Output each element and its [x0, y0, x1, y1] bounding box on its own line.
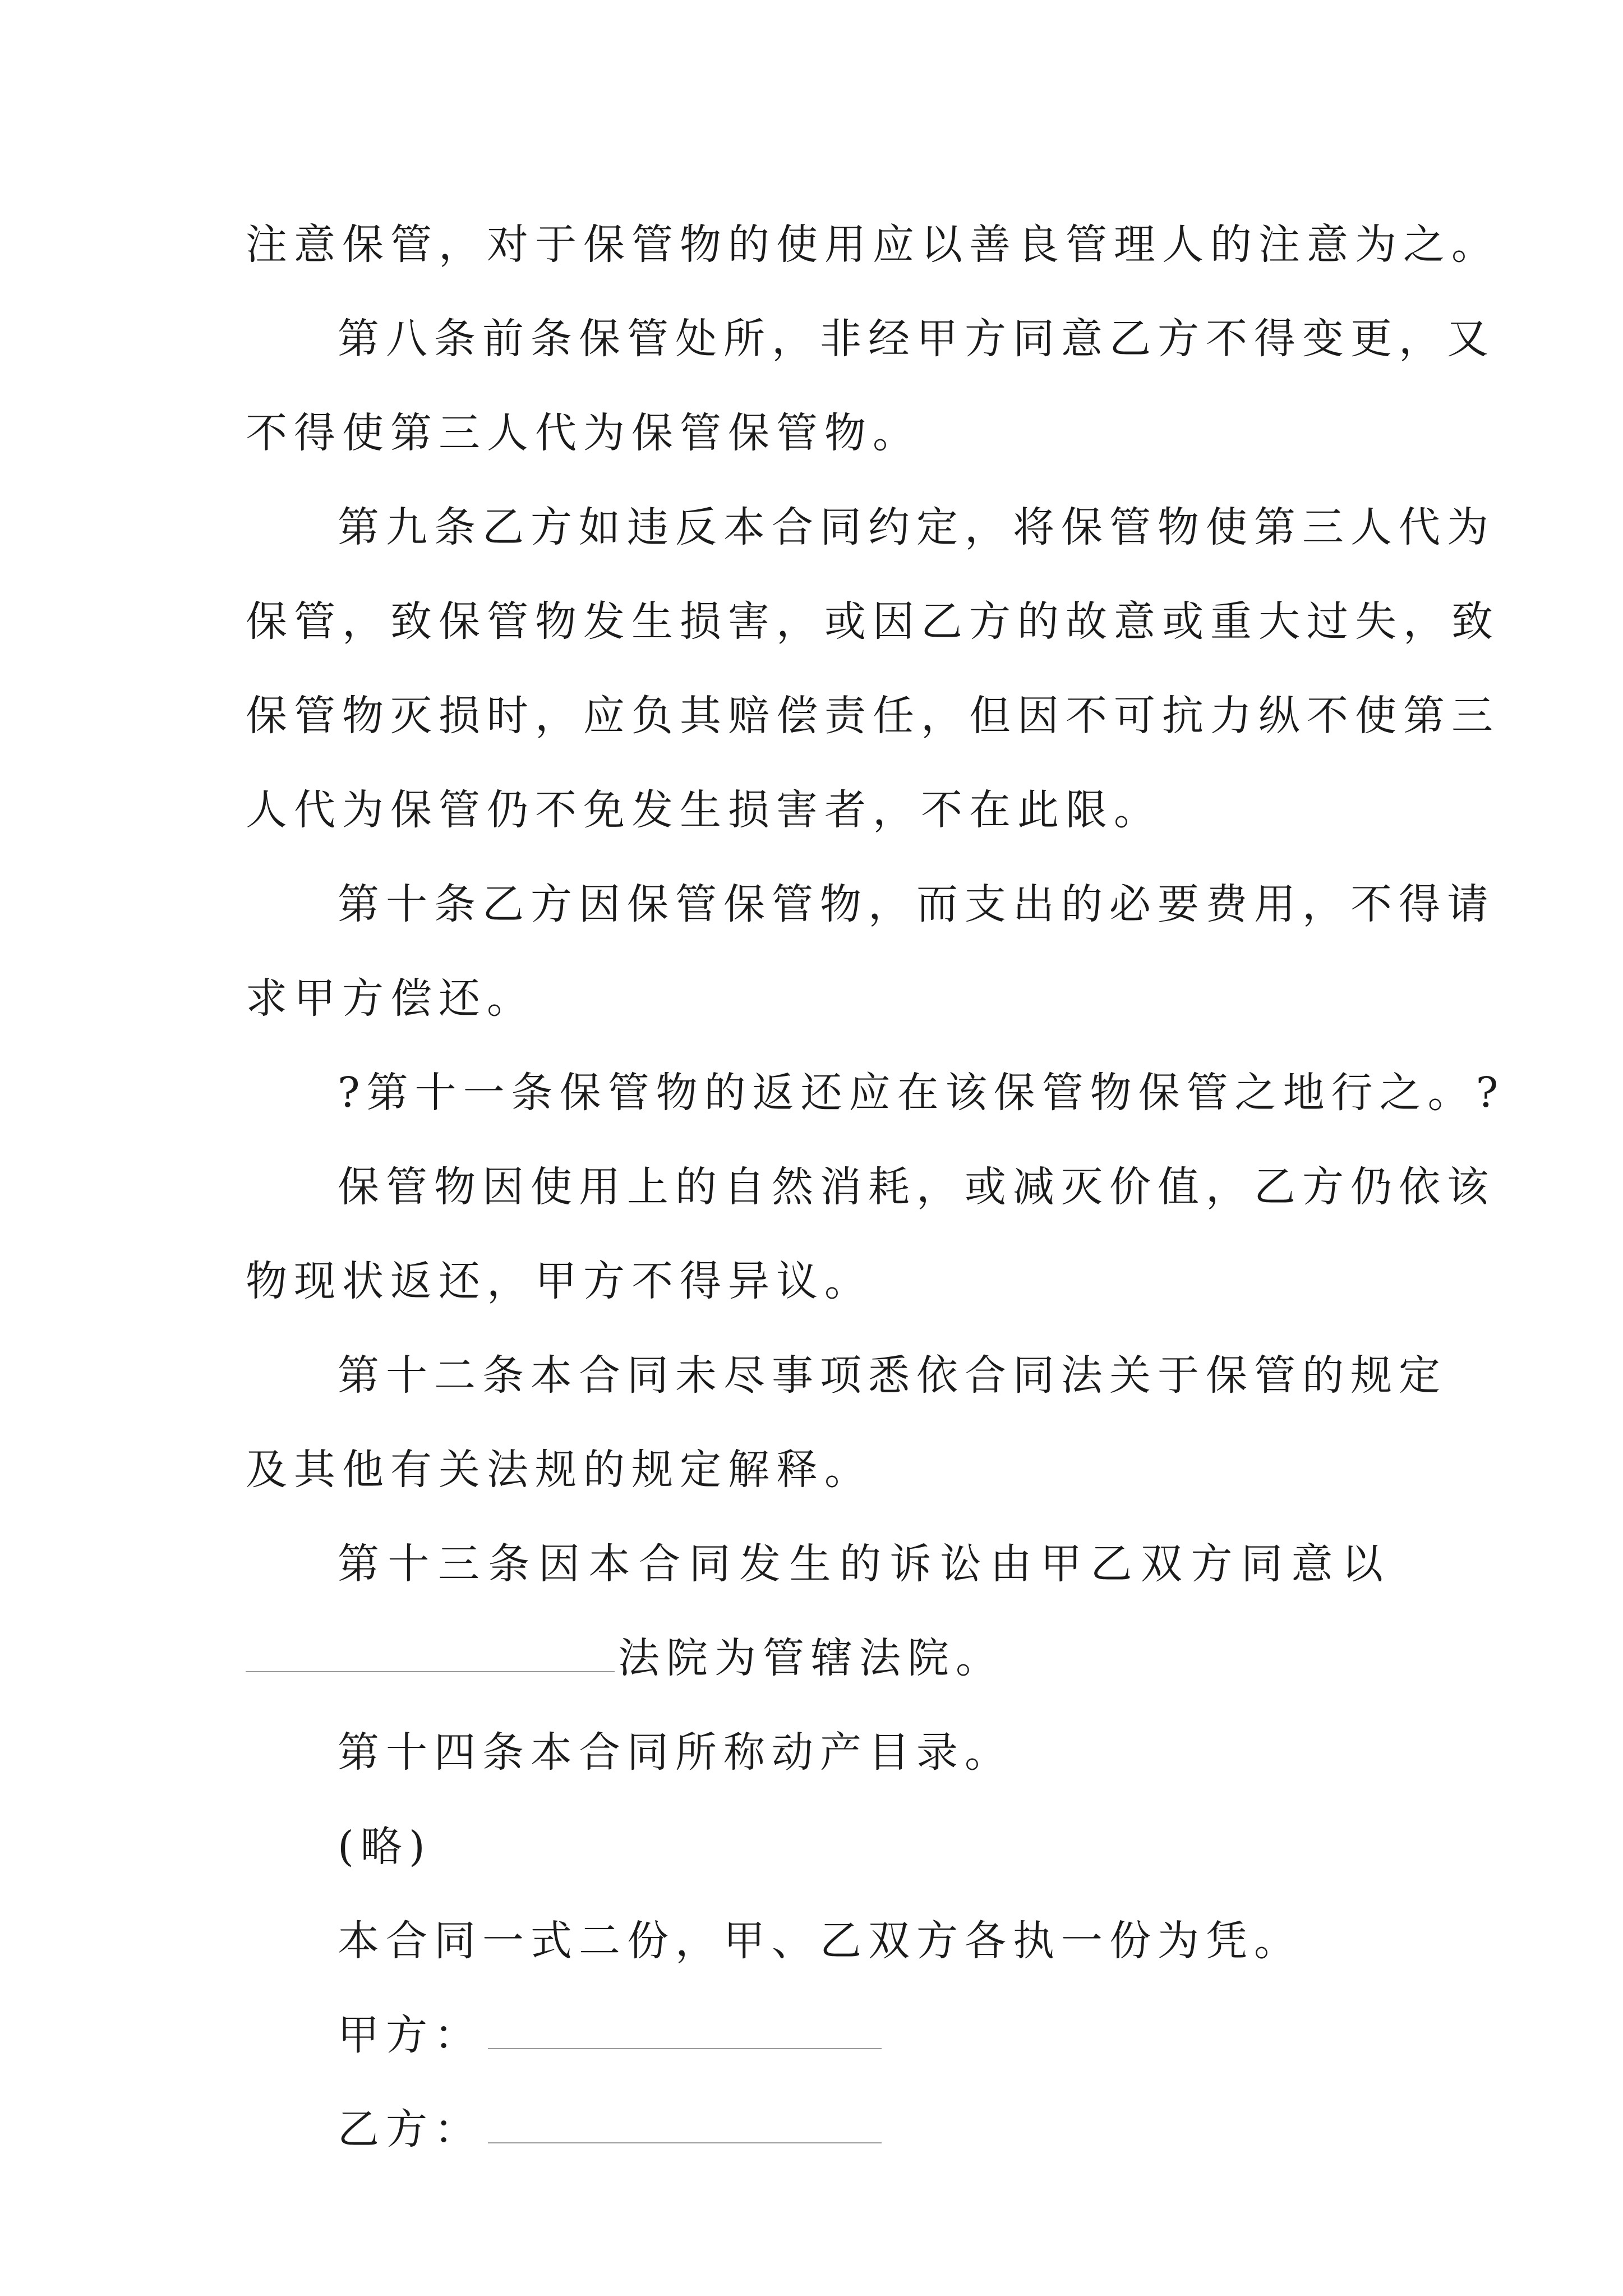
paragraph-line: 及其他有关法规的规定解释。	[246, 1446, 873, 1494]
party-b-label: 乙方：	[338, 2105, 482, 2154]
party-b-signature-line	[246, 2082, 1390, 2177]
contract-body	[246, 197, 1505, 2177]
paragraph-line: 求甲方偿还。	[246, 974, 535, 1023]
article-11-line: ?第十一条保管物的返还应在该保管物保管之地行之。?	[338, 1069, 1505, 1117]
party-a-blank	[488, 1995, 882, 2049]
article-8-line: 第八条前条保管处所，非经甲方同意乙方不得变更，又	[338, 315, 1495, 363]
court-name-blank	[246, 1618, 615, 1672]
paragraph-line: 不得使第三人代为保管保管物。	[246, 409, 921, 457]
article-9-line: 第九条乙方如违反本合同约定，将保管物使第三人代为	[338, 503, 1495, 551]
paragraph-line: 注意保管，对于保管物的使用应以善良管理人的注意为之。	[246, 220, 1500, 269]
article-13-line: 第十三条因本合同发生的诉讼由甲乙双方同意以	[338, 1540, 1390, 1588]
article-12-line: 第十二条本合同未尽事项悉依合同法关于保管的规定	[338, 1351, 1447, 1400]
paragraph-line: 保管物因使用上的自然消耗，或减灭价值，乙方仍依该	[338, 1163, 1495, 1211]
paragraph-line: 人代为保管仍不免发生损害者，不在此限。	[246, 786, 1162, 834]
article-10-line: 第十条乙方因保管保管物，而支出的必要费用，不得请	[338, 880, 1495, 928]
party-b-blank	[488, 2090, 882, 2143]
court-line	[246, 1611, 1390, 1705]
omitted-note: (略)	[338, 1823, 432, 1871]
party-a-signature-line	[246, 1988, 1390, 2082]
paragraph-line: 物现状返还，甲方不得异议。	[246, 1257, 873, 1305]
copies-statement: 本合同一式二份，甲、乙双方各执一份为凭。	[338, 1917, 1302, 1965]
article-14-line: 第十四条本合同所称动产目录。	[338, 1728, 1013, 1777]
paragraph-line: 保管物灭损时，应负其赔偿责任，但因不可抗力纵不使第三	[246, 692, 1500, 740]
paragraph-line: 保管，致保管物发生损害，或因乙方的故意或重大过失，致	[246, 597, 1500, 646]
party-a-label: 甲方：	[338, 2011, 482, 2059]
court-line-text: 法院为管辖法院。	[618, 1634, 1004, 1682]
